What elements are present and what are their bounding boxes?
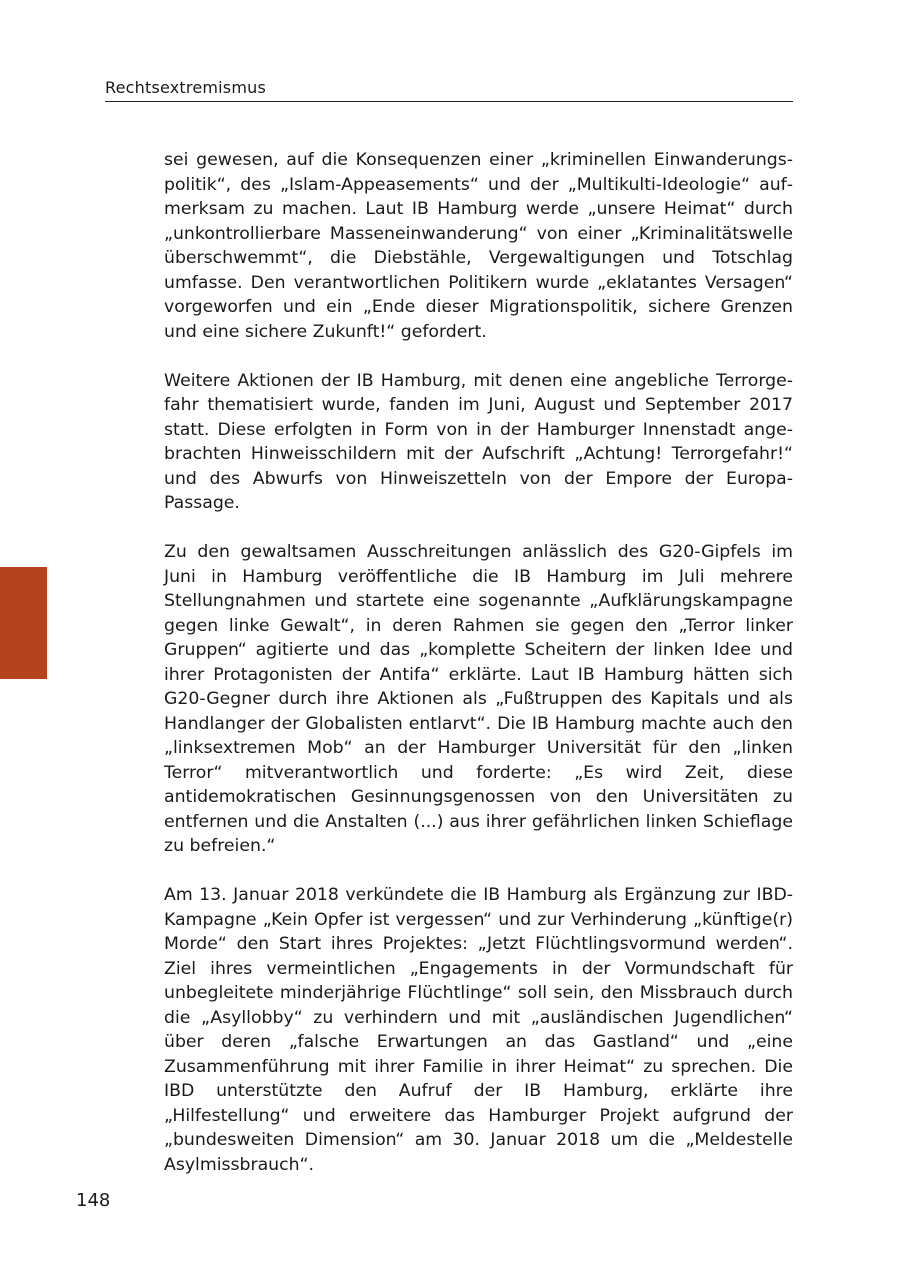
paragraph-3: Zu den gewaltsamen Ausschreitungen anlässlich des G20-Gipfels im Juni in Hamburg veröffentliche die IB Hamburg im Juli mehrere Stellungnahmen und startete eine sogenannte „Aufklärungskampagne gegen linke Gewalt“, in deren Rahmen sie gegen den „Terror linker Gruppen“ agitierte und das „komplette Scheitern der linken Idee und ihrer Protagonisten der Antifa“ erklärte. Laut IB Hamburg hätten sich G20-Gegner durch ihre Aktionen als „Fußtruppen des Kapitals und als Handlanger der Globalisten entlarvt“. Die IB Hamburg machte auch den „linksextremen Mob“ an der Hamburger Universität für den „linken Terror“ mitverantwortlich und forderte: „Es wird Zeit, diese antidemokratischen Gesinnungsgenossen von den Universitäten zu entfernen und die Anstalten (...) aus ihrer gefährlichen linken Schieflage zu befreien.“: [164, 542, 793, 856]
page-number: 148: [76, 1190, 111, 1211]
chapter-side-tab: [0, 567, 47, 679]
paragraph-1: sei gewesen, auf die Konsequenzen einer „kriminellen Einwanderungspolitik“, des „Islam-Appeasements“ und der „Multikulti-Ideologie“ aufmerksam zu machen. Laut IB Hamburg werde „unsere Heimat“ durch „unkontrollierbare Masseneinwanderung“ von einer „Kriminalitätswelle überschwemmt“, die Diebstähle, Vergewaltigungen und Totschlag umfasse. Den verantwortlichen Politikern wurde „eklatantes Versagen“ vorgeworfen und ein „Ende dieser Migrationspolitik, sichere Grenzen und eine sichere Zukunft!“ gefordert.: [164, 150, 793, 342]
running-title: Rechtsextremismus: [105, 78, 266, 97]
paragraph-2: Weitere Aktionen der IB Hamburg, mit denen eine angebliche Terrorgefahr thematisiert wurde, fanden im Juni, August und September 2017 statt. Diese erfolgten in Form von in der Hamburger Innenstadt angebrachten Hinweisschildern mit der Aufschrift „Achtung! Terrorgefahr!“ und des Abwurfs von Hinweiszetteln von der Empore der Europa-Passage.: [164, 370, 793, 513]
paragraph-4: Am 13. Januar 2018 verkündete die IB Hamburg als Ergänzung zur IBD-Kampagne „Kein Opfer ist vergessen“ und zur Verhinderung „künftige(r) Morde“ den Start ihres Projektes: „Jetzt Flüchtlingsvormund werden“. Ziel ihres vermeintlichen „Engagements in der Vormundschaft für unbegleitete minderjährige Flüchtlinge“ soll sein, den Missbrauch durch die „Asyllobby“ zu verhindern und mit „ausländischen Jugendlichen“ über deren „falsche Erwartungen an das Gastland“ und „eine Zusammenführung mit ihrer Familie in ihrer Heimat“ zu sprechen. Die IBD unterstützte den Aufruf der IB Hamburg, erklärte ihre „Hilfestellung“ und erweitere das Hamburger Projekt aufgrund der „bundesweiten Dimension“ am 30. Januar 2018 um die „Meldestelle Asylmissbrauch“.: [164, 885, 793, 1175]
body-text: [164, 148, 793, 1177]
running-header: [105, 78, 793, 102]
